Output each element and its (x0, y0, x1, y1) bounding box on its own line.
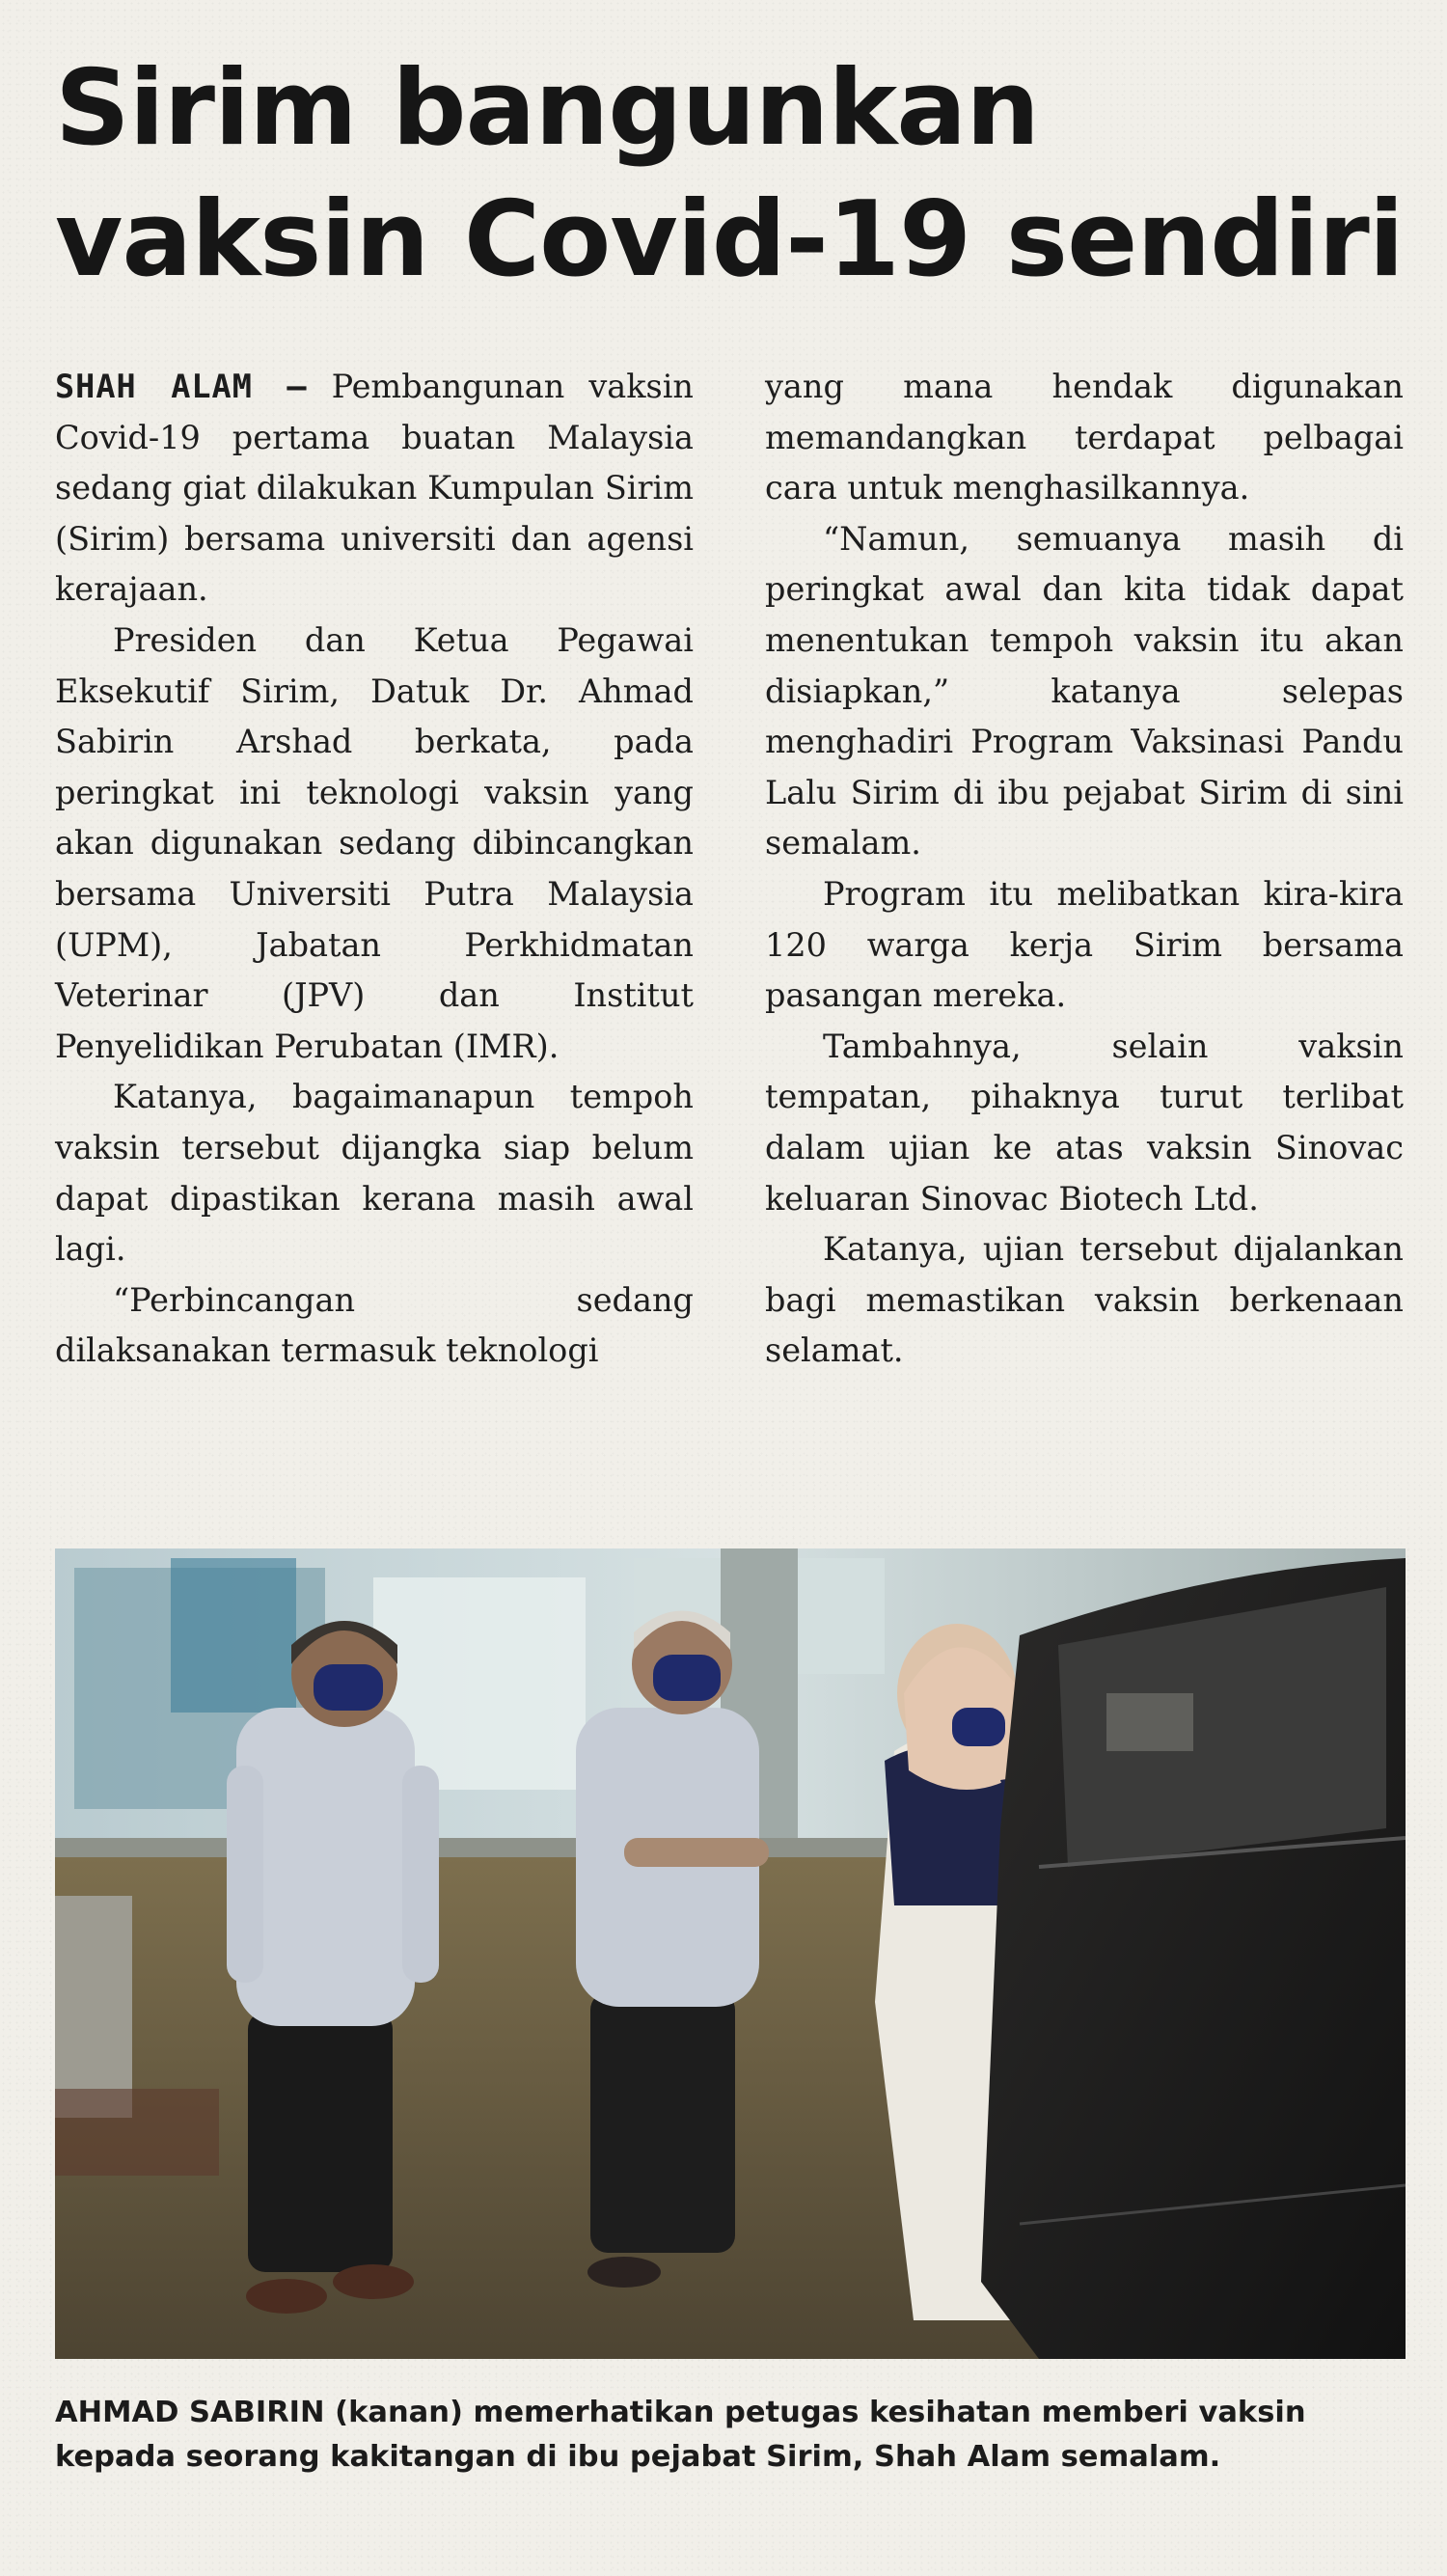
paragraph (55, 362, 694, 616)
paragraph-text: Pembangunan vaksin Covid-19 pertama buatan Malaysia sedang giat dilakukan Kumpulan Sirim (Sirim) bersama universiti dan agensi kerajaan. (55, 368, 695, 609)
paragraph: Katanya, ujian tersebut dijalankan bagi memastikan vaksin berkenaan selamat. (765, 1230, 1404, 1370)
photo-illustration (55, 1548, 1406, 2359)
article-column-right (765, 362, 1404, 1377)
paragraph: Katanya, bagaimanapun tempoh vaksin tersebut dijangka siap belum dapat dipastikan kerana masih awal lagi. (55, 1078, 694, 1269)
news-photo (55, 1548, 1406, 2359)
article-column-left (55, 362, 694, 1377)
paragraph: Presiden dan Ketua Pegawai Eksekutif Sirim, Datuk Dr. Ahmad Sabirin Arshad berkata, pada peringkat ini teknologi vaksin yang akan digunakan sedang dibincangkan bersama Universiti Putra Malaysia (UPM), Jabatan Perkhidmatan Veterinar (JPV) dan Institut Penyelidikan Perubatan (IMR). (55, 620, 694, 1065)
paragraph: Program itu melibatkan kira-kira 120 warga kerja Sirim bersama pasangan mereka. (765, 874, 1404, 1015)
paragraph: Tambahnya, selain vaksin tempatan, pihaknya turut terlibat dalam ujian ke atas vaksin Sinovac keluaran Sinovac Biotech Ltd. (765, 1027, 1404, 1218)
headline (55, 43, 1406, 306)
paragraph: yang mana hendak digunakan memandangkan terdapat pelbagai cara untuk menghasilkannya. (765, 368, 1404, 507)
paragraph: “Namun, semuanya masih di peringkat awal dan kita tidak dapat menentukan tempoh vaksin itu akan disiapkan,” katanya selepas menghadiri Program Vaksinasi Pandu Lalu Sirim di ibu pejabat Sirim di sini semalam. (765, 519, 1404, 863)
photo-caption: AHMAD SABIRIN (kanan) memerhatikan petugas kesihatan memberi vaksin kepada seorang kakitangan di ibu pejabat Sirim, Shah Alam semalam. (55, 2396, 1306, 2474)
headline-line-1: Sirim bangunkan (55, 48, 1039, 169)
dateline: SHAH ALAM – (55, 368, 308, 405)
car (981, 1558, 1406, 2359)
paragraph: “Perbincangan sedang dilaksanakan termasuk teknologi (55, 1280, 694, 1370)
headline-line-2: vaksin Covid-19 sendiri (55, 179, 1404, 300)
